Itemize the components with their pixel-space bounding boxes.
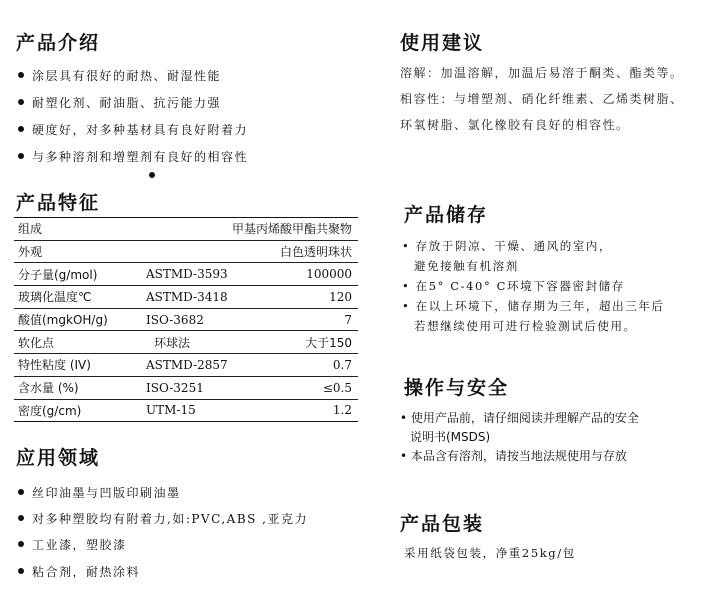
storage-line-5: 若想继续使用可进行检验测试后使用。 [414, 319, 637, 333]
intro-title: 产品介绍 [16, 32, 101, 54]
bullet-dot-icon [18, 515, 24, 521]
table-row [14, 286, 358, 309]
intro-bullet-3: 硬度好，对多种基材具有良好附着力 [18, 121, 248, 138]
feature-name: 玻璃化温度℃ [14, 286, 142, 309]
bullet-dot-icon [18, 72, 24, 78]
feature-method: UTM-15 [142, 399, 248, 422]
storage-title: 产品储存 [404, 204, 489, 226]
table-row [14, 263, 358, 286]
feature-value: 白色透明珠状 [142, 240, 358, 263]
usage-line-3: 环氧树脂、氯化橡胶有良好的相容性。 [400, 118, 630, 132]
packaging-text: 采用纸袋包装，净重25kg/包 [404, 546, 576, 560]
feature-method: ISO-3682 [142, 308, 248, 331]
table-row [14, 354, 358, 377]
application-bullet-4: 粘合剂，耐热涂料 [18, 563, 140, 580]
bullet-dot-icon [18, 99, 24, 105]
feature-value: ≤0.5 [248, 376, 358, 399]
features-title: 产品特征 [16, 192, 101, 214]
usage-line-1: 溶解：加温溶解，加温后易溶于酮类、酯类等。 [400, 66, 684, 80]
feature-name: 特性粘度 (IV) [14, 354, 142, 377]
feature-value: 甲基丙烯酸甲酯共聚物 [142, 218, 358, 241]
table-row [14, 308, 358, 331]
feature-value: 7 [248, 308, 358, 331]
features-table [14, 217, 358, 422]
feature-name: 组成 [14, 218, 142, 241]
stray-dot-icon [149, 172, 155, 178]
application-bullet-1: 丝印油墨与凹版印刷油墨 [18, 484, 181, 501]
usage-title: 使用建议 [400, 32, 485, 54]
storage-line-2: 避免接触有机溶剂 [414, 259, 519, 273]
feature-method: ISO-3251 [142, 376, 248, 399]
packaging-title: 产品包装 [400, 513, 485, 535]
storage-line-4: • 在以上环境下，储存期为三年，超出三年后 [402, 299, 665, 313]
feature-method: ASTMD-2857 [142, 354, 248, 377]
feature-name: 密度(g/cm) [14, 399, 142, 422]
bullet-dot-icon [18, 126, 24, 132]
bullet-dot-icon [18, 153, 24, 159]
feature-name: 软化点 [14, 331, 142, 354]
feature-value: 0.7 [248, 354, 358, 377]
safety-line-1: • 使用产品前，请仔细阅读并理解产品的安全 [400, 411, 639, 425]
storage-line-3: • 在5° C-40° C环境下容器密封储存 [402, 279, 625, 293]
bullet-dot-icon [18, 489, 24, 495]
table-row [14, 331, 358, 354]
feature-method: ASTMD-3593 [142, 263, 248, 286]
intro-bullet-1: 涂层具有很好的耐热、耐湿性能 [18, 67, 221, 84]
feature-name: 酸值(mgkOH/g) [14, 308, 142, 331]
usage-line-2: 相容性：与增塑剂、硝化纤维素、乙烯类树脂、 [400, 92, 684, 106]
application-bullet-2: 对多种塑胶均有附着力,如:PVC,ABS ,亚克力 [18, 510, 308, 527]
intro-bullet-4: 与多种溶剂和增塑剂有良好的相容性 [18, 148, 248, 165]
table-row [14, 399, 358, 422]
table-row [14, 240, 358, 263]
bullet-dot-icon [18, 568, 24, 574]
feature-value: 120 [248, 286, 358, 309]
feature-name: 外观 [14, 240, 142, 263]
applications-title: 应用领域 [16, 447, 101, 469]
feature-value: 1.2 [248, 399, 358, 422]
feature-value: 大于150 [248, 331, 358, 354]
table-row [14, 376, 358, 399]
application-bullet-3: 工业漆，塑胶漆 [18, 536, 127, 553]
table-row [14, 218, 358, 241]
bullet-dot-icon [18, 541, 24, 547]
feature-name: 分子量(g/mol) [14, 263, 142, 286]
safety-line-3: • 本品含有溶剂，请按当地法规使用与存放 [400, 449, 627, 463]
feature-method: 环球法 [142, 331, 248, 354]
feature-value: 100000 [248, 263, 358, 286]
feature-method: ASTMD-3418 [142, 286, 248, 309]
storage-line-1: • 存放于阴凉、干燥、通风的室内， [402, 239, 613, 253]
safety-title: 操作与安全 [404, 377, 510, 399]
feature-name: 含水量 (%) [14, 376, 142, 399]
intro-bullet-2: 耐塑化剂、耐油脂、抗污能力强 [18, 94, 221, 111]
safety-line-2: 说明书(MSDS) [410, 430, 491, 444]
